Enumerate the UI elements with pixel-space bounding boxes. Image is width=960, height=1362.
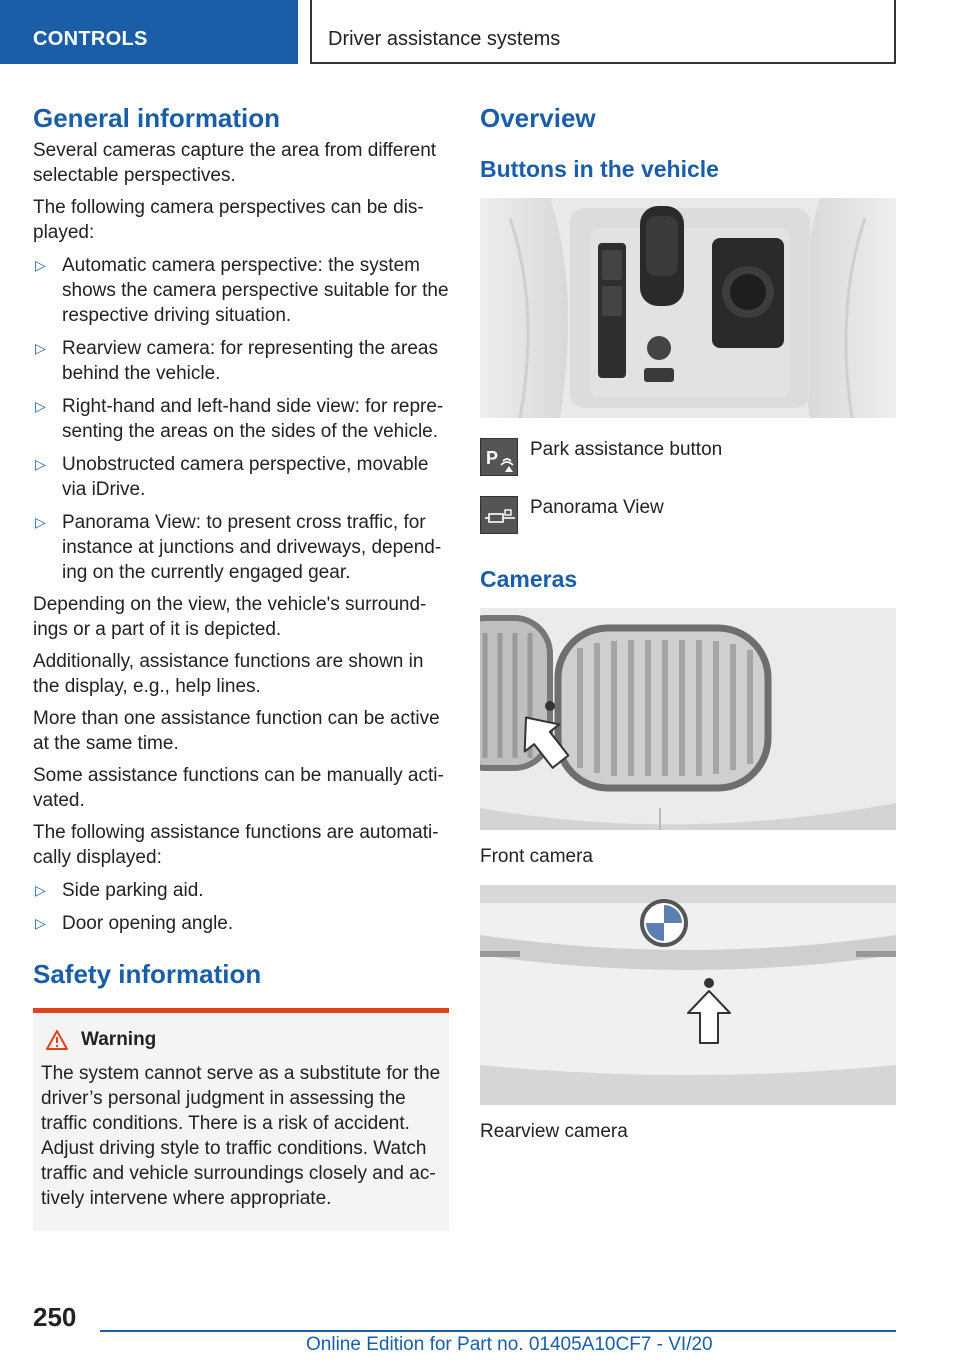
triangle-bullet-icon: ▷	[35, 398, 46, 414]
section-title: CONTROLS	[33, 28, 148, 50]
cameras-heading: Cameras	[480, 566, 578, 592]
paragraph: The following camera perspectives can be dis-played:	[33, 197, 424, 243]
left-column	[33, 100, 449, 1231]
list-item: ▷ Side parking aid.	[35, 880, 204, 901]
safety-information-heading: Safety information	[33, 959, 262, 989]
triangle-bullet-icon: ▷	[35, 456, 46, 472]
warning-triangle-icon	[45, 1029, 69, 1051]
paragraph: The following assistance functions are automati-cally displayed:	[33, 822, 439, 868]
triangle-bullet-icon: ▷	[35, 340, 46, 356]
general-information-heading: General information	[33, 103, 281, 133]
warning-box	[33, 1008, 449, 1231]
list-item: ▷ Right-hand and left-hand side view: for repre-senting the areas on the sides of the vehicle.	[35, 396, 444, 442]
panorama-view-button-row	[480, 496, 896, 534]
front-camera-caption: Front camera	[480, 846, 593, 867]
list-item: ▷ Unobstructed camera perspective, movable via iDrive.	[35, 454, 429, 500]
warning-label: Warning	[81, 1029, 157, 1050]
svg-text:P: P	[486, 448, 499, 468]
buttons-heading: Buttons in the vehicle	[480, 156, 719, 182]
panorama-view-label: Panorama View	[530, 497, 664, 518]
list-item: ▷ Door opening angle.	[35, 913, 234, 934]
chapter-title: Driver assistance systems	[328, 28, 561, 50]
section-tab	[0, 0, 298, 64]
paragraph: Some assistance functions can be manually acti-vated.	[33, 765, 444, 811]
paragraph: More than one assistance function can be active at the same time.	[33, 708, 440, 754]
list-item: ▷ Automatic camera perspective: the system shows the camera perspective suitable for the respective driving situation.	[35, 255, 449, 326]
overview-heading: Overview	[480, 103, 596, 133]
rearview-camera-image	[480, 885, 896, 1105]
triangle-bullet-icon: ▷	[35, 257, 46, 273]
page-number: 250	[33, 1302, 77, 1332]
footer-edition: Online Edition for Part no. 01405A10CF7 - VI/20	[306, 1334, 713, 1355]
triangle-bullet-icon: ▷	[35, 882, 46, 898]
paragraph: Several cameras capture the area from different selectable perspectives.	[33, 140, 437, 186]
right-column	[480, 100, 896, 1144]
park-assistance-button-row	[480, 438, 896, 476]
front-camera-image	[480, 608, 896, 830]
rearview-camera-caption: Rearview camera	[480, 1121, 628, 1142]
paragraph: Additionally, assistance functions are shown in the display, e.g., help lines.	[33, 651, 424, 697]
triangle-bullet-icon: ▷	[35, 915, 46, 931]
warning-text: The system cannot serve as a substitute for the driver’s personal judgment in assessing the traffic conditions. There is a risk of accident. Adjust driving style to traffic conditions. Watch traffic and vehicle surroundings closely and ac-tively intervene where appropriate.	[41, 1063, 441, 1209]
paragraph: Depending on the view, the vehicle's surround-ings or a part of it is depicted.	[33, 594, 427, 640]
footer-divider	[100, 1330, 896, 1332]
triangle-bullet-icon: ▷	[35, 514, 46, 530]
center-console-image	[480, 198, 896, 418]
list-item: ▷ Rearview camera: for representing the areas behind the vehicle.	[35, 338, 438, 384]
perspective-list	[33, 253, 449, 585]
park-assistance-icon	[480, 438, 518, 476]
auto-function-list	[33, 878, 449, 936]
list-item: ▷ Panorama View: to present cross traffic, for instance at junctions and driveways, depend-ing on the currently engaged gear.	[35, 512, 442, 583]
park-assistance-label: Park assistance button	[530, 439, 723, 460]
warning-header	[45, 1029, 441, 1051]
chapter-header	[310, 0, 896, 64]
panorama-view-icon	[480, 496, 518, 534]
